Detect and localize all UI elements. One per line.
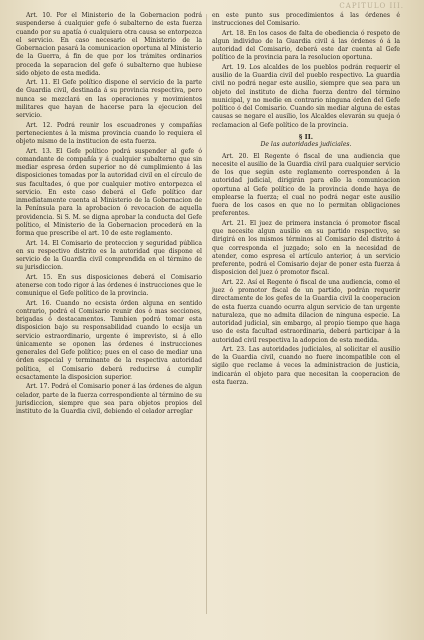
left-column — [16, 12, 202, 418]
article-10: Art. 10. Por el Ministerio de la Gobernacion podrá suspenderse á cualquier gefe ó subalterno de esta fuerza cuando por su apatía ó cualquiera otra causa se entorpezca el servicio. En caso necesario el Ministerio de la Gobernacion pasará la comunicacion oportuna al Ministerio de la Guerra, á fin de que por los trámites ordinarios proceda la separacion del gefe ó subalterno que hubiese sido objeto de esta medida. — [16, 12, 202, 77]
column-gutter — [206, 14, 207, 614]
article-11: Art. 11. El Gefe político dispone el servicio de la parte de Guardia civil, destinada á su provincia respectiva, pero nunca se mezclará en las operaciones y movimientos militares que hayan de hacerse para la ejecucion del servicio. — [16, 79, 202, 120]
article-21: Art. 21. El juez de primera instancia ó promotor fiscal que necesite algun ausilio en su partido respectivo, se dirigirá en los mismos términos al Comisario del distrito á que corresponda el juzgado; solo en la necesidad de atender, como espresa el artículo anterior, á un servicio preferente, podrá el Comisario dejar de poner esta fuerza á disposicion del juez ó promotor fiscal. — [212, 219, 400, 277]
article-15: Art. 15. En sus disposiciones deberá el Comisario atenerse con todo rigor á las órdenes é instrucciones que le comunique el Gefe político de la provincia. — [16, 273, 202, 298]
article-17-continued: en este punto sus procedimientos á las órdenes é instrucciones del Comisario. — [212, 12, 400, 28]
article-12: Art. 12. Podrá reunir los escuadrones y compañías pertenecientes á la misma provincia cuando lo requiera el objeto mismo de la institucion de esta fuerza. — [16, 121, 202, 146]
article-22: Art. 22. Así el Regente ó fiscal de una audiencia, como el juez ó promotor fiscal de un partido, podrán requerir directamente de los gefes de la Guardia civil la cooperacion de esta fuerza cuando ocurra algun servicio de tan urgente naturaleza, que no admita dilacion de ninguna especie. La autoridad judicial, sin embargo, al propio tiempo que haga uso de esta facultad estraordinaria, deberá participar á la autoridad civil respectiva la adopcion de esta medida. — [212, 278, 400, 344]
section-heading: § II. — [298, 132, 314, 141]
article-16: Art. 16. Cuando no ecsista órden alguna en sentido contrario, podrá el Comisario reunir dos ó mas secciones, brigadas ó destacamentos. Tambien podrá tomar esta disposicion bajo su responsabilidad cuando lo ecsija un servicio estraordinario, urgente é imprevisto, si á ello únicamente se oponen las órdenes é instrucciones generales del Gefe político; pues en el caso de mediar una órden especial y terminante de la respectiva autoridad política, el Comisario deberá reducirse á cumplir ecsactamente la disposicion superior. — [16, 299, 202, 381]
article-19: Art. 19. Los alcaldes de los pueblos podrán requerir el ausilio de la Guardia civil del pueblo respectivo. La guardia civil no podrá negar este ausilio, siempre que sea para un objeto del instituto de dicha fuerza dentro del término municipal, y no medie en contrario ninguna órden del Gefe político ó del Comisario. Cuando sin mediar alguna de estas causas se negare el ausilio, los Alcaldes elevarán su queja ó reclamacion al Gefe político de la provincia. — [212, 63, 400, 129]
right-column — [212, 12, 400, 388]
article-14: Art. 14. El Comisario de proteccion y seguridad pública en su respectivo distrito es la autoridad que dispone el servicio de la Guardia civil comprendida en el término de su jurisdiccion. — [16, 239, 202, 272]
article-17: Art. 17. Podrá el Comisario poner á las órdenes de algun celador, parte de la fuerza correspondiente al término de su jurisdiccion, siempre que sea para objetos propios del instituto de la Guardia civil, debiendo el celador arreglar — [16, 383, 202, 416]
article-18: Art. 18. En los casos de falta de obediencia ó respeto de algun individuo de la Guardia civil á las órdenes ó á la autoridad del Comisario, deberá este dar cuenta al Gefe político de la provincia para la resolucion oportuna. — [212, 29, 400, 62]
bleed-through-header: CAPITULO III. — [339, 2, 404, 10]
article-23: Art. 23. Las autoridades judiciales, al solicitar el ausilio de la Guardia civil, cuando no fuere incompatible con el sigilo que reclame á veces la administracion de justicia, indicarán el objeto para que necesitan la cooperacion de esta fuerza. — [212, 345, 400, 386]
section-subheading: De las autoridades judiciales. — [260, 141, 352, 149]
article-20: Art. 20. El Regente ó fiscal de una audiencia que necesite el ausilio de la Guardia civil para cualquier servicio de los que según este reglamento corresponden á la autoridad judicial, dirigirán para ello la comunicacion oportuna al Gefe político de la provincia donde haya de emplearse la fuerza; el cual no podrá negar este ausilio fuera de los casos en que no lo permitan obligaciones preferentes. — [212, 152, 400, 218]
article-13: Art. 13. El Gefe político podrá suspender al gefe ó comandante de compañía y á cualquier subalterno que sin mediar espresa órden superior no dé cumplimiento á las disposiciones tomadas por la autoridad civil en el círculo de sus facultades, ó que por cualquier motivo entorpezca el servicio. En este caso deberá el Gefe político dar inmediatamente cuenta al Ministerio de la Gobernacion de la Península para la aprobacion ó revocacion de aquella providencia. Si S. M. se digna aprobar la conducta del Gefe político, el Ministerio de la Gobernacion procederá en la forma que prescribe el art. 10 de este reglamento. — [16, 147, 202, 238]
